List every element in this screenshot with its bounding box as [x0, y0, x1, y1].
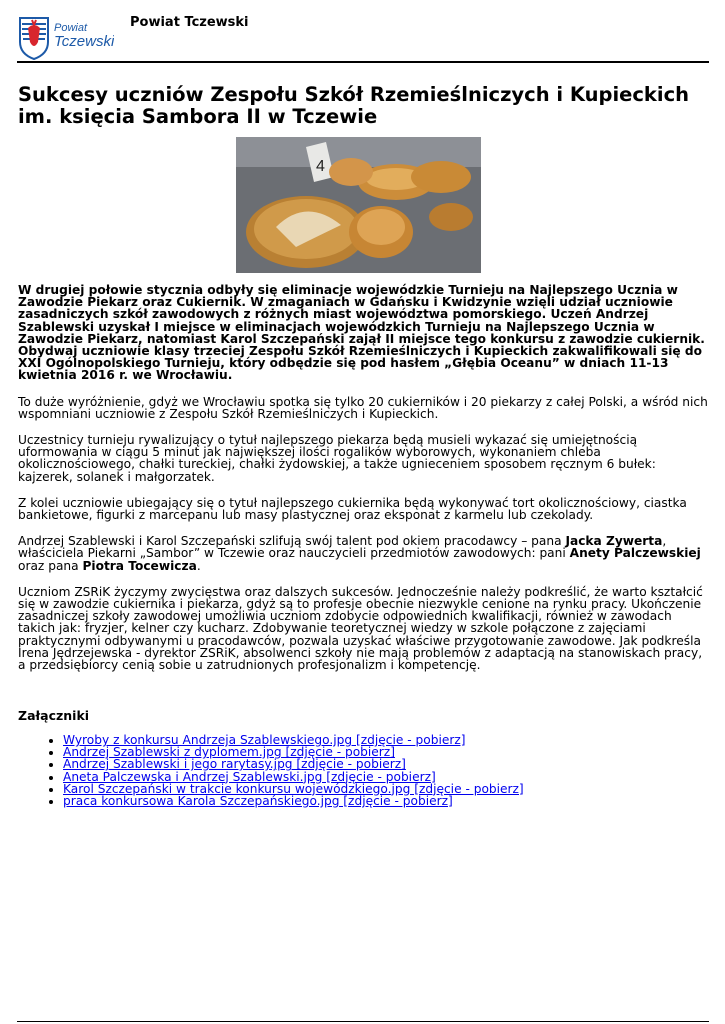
footer-divider — [17, 1021, 709, 1022]
text-span: oraz pana — [18, 558, 83, 573]
article-paragraph: Uczniom ZSRiK życzymy zwycięstwa oraz dalszych sukcesów. Jednocześnie należy podkreślić, że warto kształcić się w zawodzie cukiernika i piekarza, gdyż są to profesje obecnie niezwykle cenione na rynku pracy. Ukończenie zasadniczej szkoły zawodowej umożliwia uczniom zdobycie odpowiednich kwalifikacji, również w zawodach takich jak: fryzjer, kelner czy kucharz. Zdobywanie teoretycznej wiedzy w szkole połączone z zajęciami praktycznymi odbywanymi u pracodawców, pozwala uzyskać właściwe przygotowanie zawodowe. Jak podkreśla Irena Jędrzejewska - dyrektor ZSRiK, absolwenci szkoły nie mają problemów z adaptacją na stanowiskach pracy, a przedsiębiorcy cenią sobie u zatrudnionych profesjonalizm i kompetencję. — [18, 584, 703, 673]
person-name: Piotra Tocewicza — [82, 558, 197, 573]
list-item — [63, 795, 524, 807]
svg-text:Tczewski: Tczewski — [54, 33, 114, 50]
attachment-link[interactable]: Andrzej Szablewski i jego rarytasy.jpg [zdjęcie - pobierz] — [63, 757, 406, 772]
attachments-heading: Załączniki — [18, 708, 90, 723]
person-name: Jacka Zywerta — [565, 534, 663, 549]
header-divider — [17, 61, 709, 63]
attachment-link[interactable]: Karol Szczepański w trakcie konkursu wojewódzkiego.jpg [zdjęcie - pobierz] — [63, 781, 524, 796]
article-title: Sukcesy uczniów Zespołu Szkół Rzemieślniczych i Kupieckich im. księcia Sambora II w Tczewie — [18, 83, 690, 128]
text-span: . — [196, 558, 201, 573]
attachment-link[interactable]: praca konkursowa Karola Szczepańskiego.jpg [zdjęcie - pobierz] — [63, 794, 453, 809]
article-paragraph: To duże wyróżnienie, gdyż we Wrocławiu spotka się tylko 20 cukierników i 20 piekarzy z całej Polski, a wśród nich wspomniani uczniowie z Zespołu Szkół Rzemieślniczych i Kupieckich. — [18, 394, 708, 421]
text-span: Andrzej Szablewski i Karol Szczepański szlifują swój talent pod okiem pracodawcy – pana — [18, 534, 566, 549]
attachments-list — [18, 734, 524, 807]
text-span: , właściciela Piekarni „Sambor” w Tczewie oraz nauczycieli przedmiotów zawodowych: pani — [18, 534, 667, 561]
article-body — [18, 284, 710, 685]
article-paragraph: Uczestnicy turnieju rywalizujący o tytuł najlepszego piekarza będą musieli wykazać się umiejętnością uformowania w ciągu 5 minut jak największej ilości rogalików wyborowych, wykonaniem chleba okolicznościowego, chałki tureckiej, chałki żydowskiej, a także ugnieceniem sposobem ręcznym 6 bułek: kajzerek, solanek i małgorzatek. — [18, 433, 656, 484]
svg-text:Powiat: Powiat — [54, 22, 88, 34]
site-name: Powiat Tczewski — [130, 15, 249, 30]
person-name: Anety Palczewskiej — [569, 546, 701, 561]
attachment-link[interactable]: Andrzej Szablewski z dyplomem.jpg [zdjęcie - pobierz] — [63, 745, 395, 760]
article-paragraph — [18, 535, 710, 572]
attachment-link[interactable]: Wyroby z konkursu Andrzeja Szablewskiego.jpg [zdjęcie - pobierz] — [63, 733, 466, 747]
powiat-tczewski-logo[interactable] — [18, 16, 114, 60]
page-header — [18, 12, 710, 62]
svg-text:4: 4 — [316, 158, 325, 175]
article-paragraph: Z kolei uczniowie ubiegający się o tytuł najlepszego cukiernika będą wykonywać tort okolicznościowy, ciastka bankietowe, figurki z marcepanu lub masy plastycznej oraz eksponat z karmelu lub czekolady. — [18, 495, 687, 523]
bread-photo — [236, 137, 481, 273]
article-lead: W drugiej połowie stycznia odbyły się eliminacje wojewódzkie Turnieju na Najlepszego Ucznia w Zawodzie Piekarz oraz Cukiernik. W zmaganiach w Gdańsku i Kwidzynie wzięli udział uczniowie zasadniczych szkół zawodowych z różnych miast województwa pomorskiego. Uczeń Andrzej Szablewski uzyskał I miejsce w eliminacjach wojewódzkich Turnieju na Najlepszego Ucznia w Zawodzie Piekarz, natomiast Karol Szczepański zajął II miejsce tego konkursu z zawodzie cukiernik. Obydwaj uczniowie klasy trzeciej Zespołu Szkół Rzemieślniczych i Kupieckich zakwalifikowali się do XXI Ogólnopolskiego Turnieju, który odbędzie się pod hasłem „Głębia Oceanu” w dniach 11-13 kwietnia 2016 r. we Wrocławiu. — [18, 283, 705, 383]
attachment-link[interactable]: Aneta Palczewska i Andrzej Szablewski.jpg [zdjęcie - pobierz] — [63, 769, 436, 784]
